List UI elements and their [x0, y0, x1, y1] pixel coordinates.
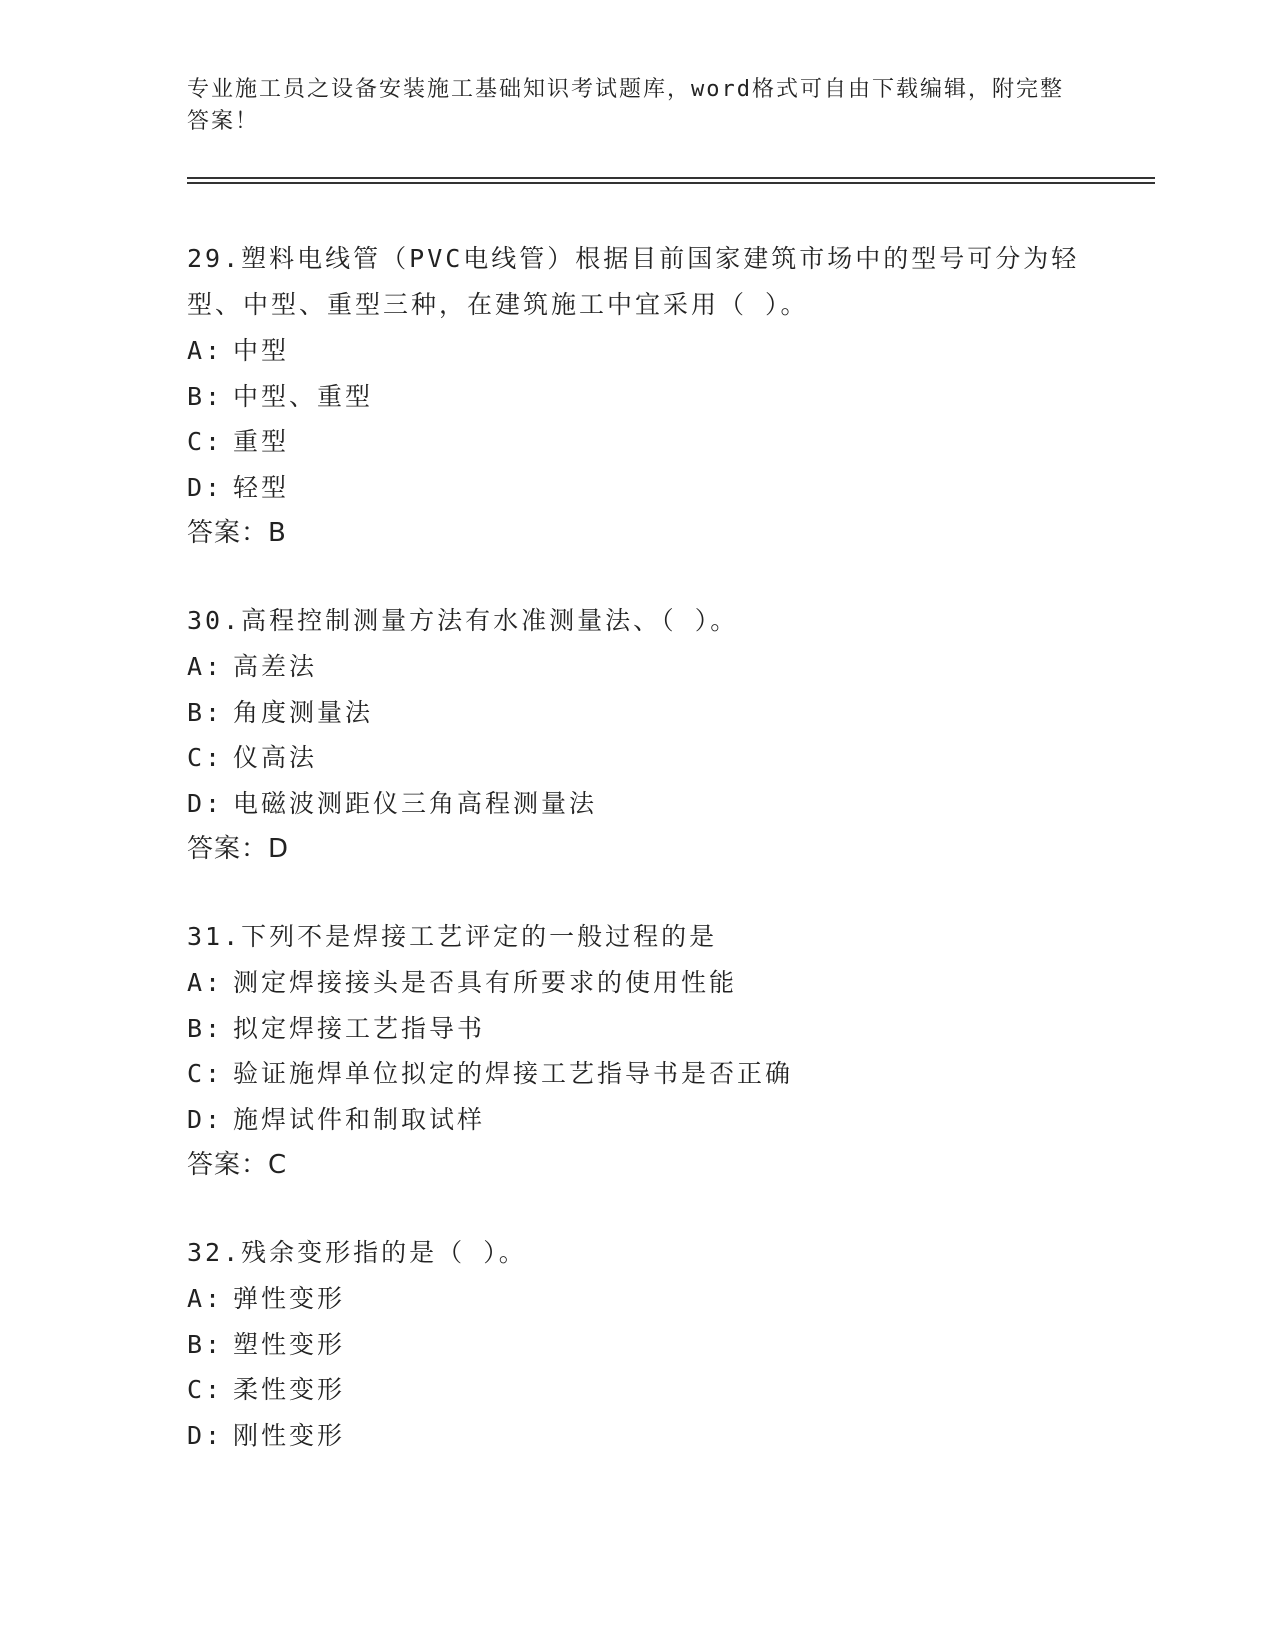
option-letter: C: [187, 427, 224, 456]
option-b [187, 1006, 1087, 1052]
option-letter: A: [187, 968, 224, 997]
option-letter: B: [187, 1013, 224, 1043]
option-text: 轻型 [233, 472, 290, 502]
option-b [187, 1322, 1087, 1368]
option-c [187, 1051, 1087, 1097]
option-text: 电磁波测距仪三角高程测量法 [233, 788, 598, 818]
option-a [187, 960, 1087, 1006]
answer: 答案：C [187, 1150, 288, 1180]
option-letter: B: [187, 381, 224, 411]
option-text: 测定焊接接头是否具有所要求的使用性能 [233, 968, 738, 997]
question-stem: 31.下列不是焊接工艺评定的一般过程的是 [187, 922, 718, 951]
header-divider-top [187, 177, 1155, 179]
option-c [187, 735, 1087, 781]
document-header: 专业施工员之设备安装施工基础知识考试题库，word格式可自由下载编辑，附完整答案！ [187, 77, 1064, 134]
option-d [187, 465, 1087, 511]
option-letter: C: [187, 1375, 224, 1404]
option-text: 拟定焊接工艺指导书 [233, 1013, 486, 1043]
question-stem: 32.残余变形指的是（ ）。 [187, 1238, 527, 1267]
option-c [187, 1367, 1087, 1413]
answer: 答案：B [187, 518, 287, 548]
option-text: 塑性变形 [233, 1329, 346, 1359]
option-text: 中型、重型 [233, 381, 374, 411]
question-stem: 29.塑料电线管（PVC电线管）根据目前国家建筑市场中的型号可分为轻型、中型、重型三种，在建筑施工中宜采用（ ）。 [187, 244, 1080, 319]
option-text: 仪高法 [233, 743, 318, 772]
option-b [187, 374, 1087, 420]
header-divider-bottom [187, 182, 1155, 184]
option-letter: D: [187, 472, 224, 502]
option-a [187, 328, 1087, 374]
option-d [187, 1413, 1087, 1459]
option-d [187, 1097, 1087, 1143]
option-c [187, 419, 1087, 465]
question-stem: 30.高程控制测量方法有水准测量法、（ ）。 [187, 606, 739, 635]
option-text: 柔性变形 [233, 1375, 346, 1404]
option-letter: D: [187, 788, 224, 818]
option-letter: A: [187, 1284, 224, 1313]
option-text: 中型 [233, 336, 290, 365]
option-a [187, 1276, 1087, 1322]
option-text: 验证施焊单位拟定的焊接工艺指导书是否正确 [233, 1059, 794, 1088]
option-text: 高差法 [233, 652, 318, 681]
option-letter: C: [187, 743, 224, 772]
option-letter: D: [187, 1420, 224, 1450]
option-text: 弹性变形 [233, 1284, 346, 1313]
option-letter: B: [187, 1329, 224, 1359]
question-list [187, 236, 1087, 1500]
option-letter: C: [187, 1059, 224, 1088]
option-letter: B: [187, 697, 224, 727]
option-letter: A: [187, 336, 224, 365]
question-31 [187, 914, 1087, 1188]
option-text: 施焊试件和制取试样 [233, 1104, 486, 1134]
question-30 [187, 598, 1087, 872]
option-text: 角度测量法 [233, 697, 374, 727]
option-a [187, 644, 1087, 690]
option-b [187, 690, 1087, 736]
question-29 [187, 236, 1087, 556]
question-32 [187, 1230, 1087, 1458]
option-text: 刚性变形 [233, 1420, 346, 1450]
answer: 答案：D [187, 834, 290, 864]
option-letter: D: [187, 1104, 224, 1134]
option-text: 重型 [233, 427, 290, 456]
option-d [187, 781, 1087, 827]
option-letter: A: [187, 652, 224, 681]
